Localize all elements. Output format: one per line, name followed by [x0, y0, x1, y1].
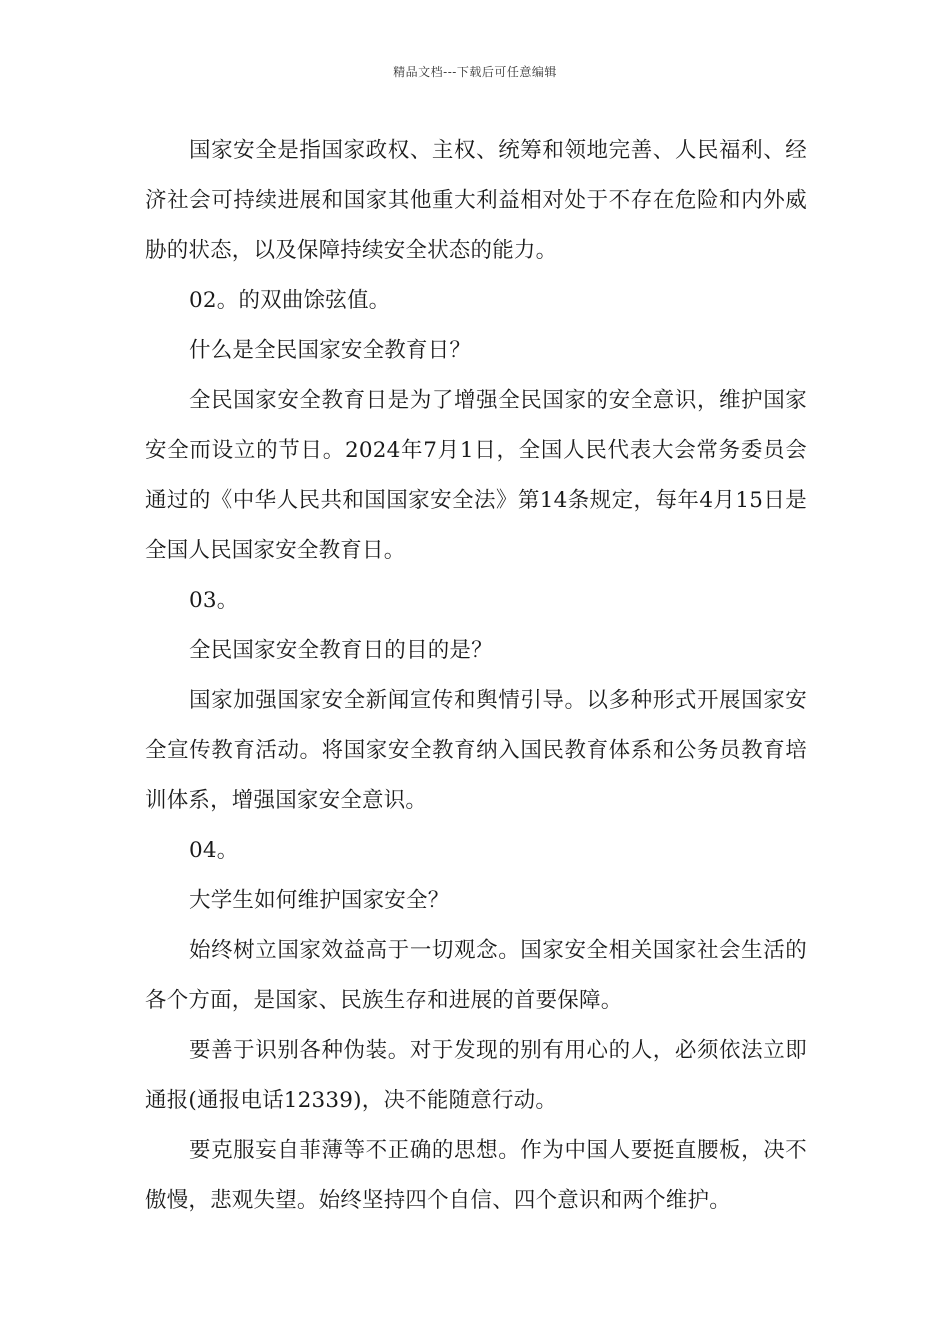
paragraph-section-04: 04。: [189, 838, 239, 863]
paragraph-definition: 国家安全是指国家政权、主权、统筹和领地完善、人民福利、经济社会可持续进展和国家其他重大利益相对处于不存在危险和内外威胁的状态，以及保障持续安全状态的能力。: [145, 138, 807, 263]
question-purpose: 全民国家安全教育日的目的是？: [189, 638, 493, 663]
question-what-is-day: 什么是全民国家安全教育日？: [189, 338, 472, 363]
paragraph-section-02: 02。的双曲馀弦值。: [189, 288, 391, 313]
paragraph-interest-first: 始终树立国家效益高于一切观念。国家安全相关国家社会生活的各个方面，是国家、民族生存和进展的首要保障。: [145, 938, 807, 1013]
paragraph-identify-disguise: 要善于识别各种伪装。对于发现的别有用心的人，必须依法立即通报(通报电话12339)，决不能随意行动。: [145, 1038, 807, 1113]
page-header: 精品文档---下载后可任意编辑: [393, 65, 557, 79]
paragraph-overcome-thinking: 要克服妄自菲薄等不正确的思想。作为中国人要挺直腰板，决不傲慢，悲观失望。始终坚持四个自信、四个意识和两个维护。: [145, 1138, 807, 1213]
question-students: 大学生如何维护国家安全？: [189, 888, 450, 913]
paragraph-purpose-answer: 国家加强国家安全新闻宣传和舆情引导。以多种形式开展国家安全宣传教育活动。将国家安全教育纳入国民教育体系和公务员教育培训体系，增强国家安全意识。: [145, 688, 807, 813]
document-body: [145, 126, 807, 1226]
paragraph-section-03: 03。: [189, 588, 239, 613]
paragraph-education-day: 全民国家安全教育日是为了增强全民国家的安全意识，维护国家安全而设立的节日。2024年7月1日，全国人民代表大会常务委员会通过的《中华人民共和国国家安全法》第14条规定，每年4月15日是全国人民国家安全教育日。: [145, 388, 807, 563]
